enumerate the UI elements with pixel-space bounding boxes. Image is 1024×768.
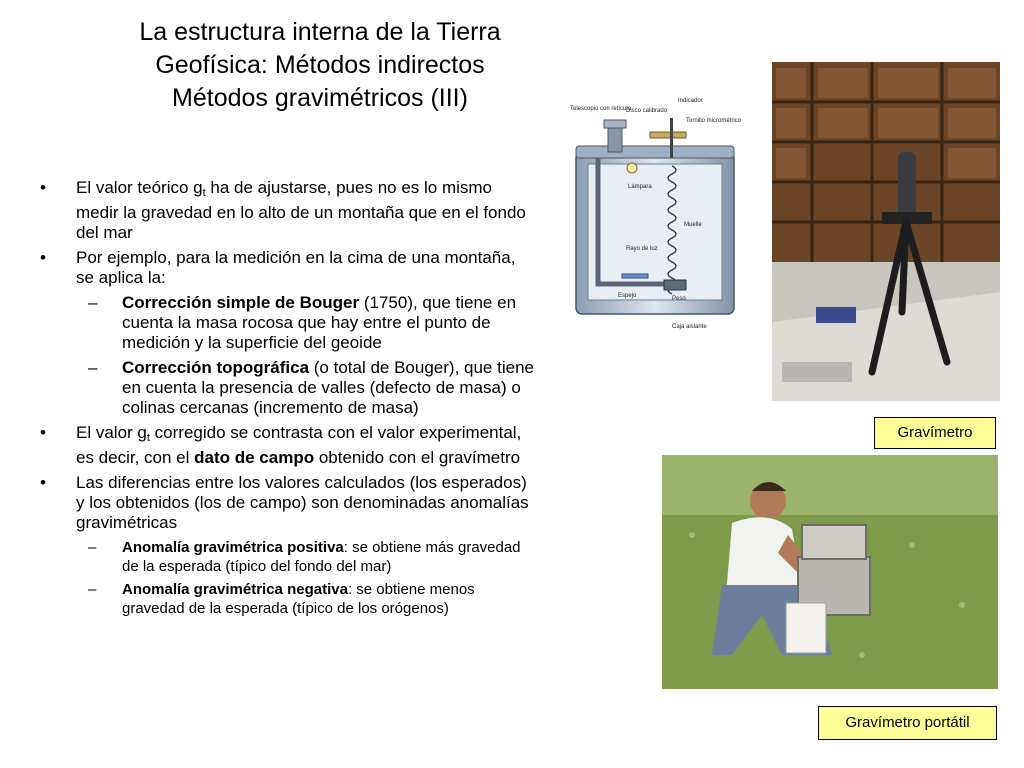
gravimeter-diagram [568,94,748,342]
label-muelle: Muelle [684,222,702,228]
dash-mark: – [88,358,98,377]
bullet-mark: • [40,248,46,267]
subbullet-negative-anomaly: – Anomalía gravimétrica negativa: se obtiene menos gravedad de la esperada (típico de los orógenos) [88,581,475,617]
title-line-3: Métodos gravimétricos (III) [172,84,468,112]
label-rayo: Rayo de luz [626,246,658,252]
portable-gravimeter-field-photo [662,455,998,689]
slide-title [60,16,580,115]
label-espejo: Espejo [618,293,637,299]
subbullet-bouger-correction: – Corrección simple de Bouger (1750), que tiene en cuenta la masa rocosa que hay entre el punto de medición y la superficie del geoide [88,293,517,352]
dash-mark: – [88,539,97,556]
caption-gravimetro-portatil: Gravímetro portátil [818,706,997,740]
bullet-mark: • [40,178,46,197]
bullet-mark: • [40,473,46,492]
gravimeter-library-photo [772,62,1000,401]
label-lampara: Lámpara [628,184,652,190]
bullet-anomalies: • Las diferencias entre los valores calculados (los esperados) y los obtenidos (los de campo) son denominadas anomalías gravimétricas [40,473,529,532]
bullet-theoretical-value: • El valor teórico $g_t$ ha de ajustarse, pues no es lo mismo medir la gravedad en lo alto de un montaña que en el fondo del mar [40,178,526,242]
dash-mark: – [88,293,98,312]
label-tornillo: Tornillo micrométrico [686,118,742,124]
bullet-field-data: • El valor $g_t$ corregido se contrasta con el valor experimental, es decir, con el dato de campo obtenido con el gravímetro [40,423,522,467]
label-caja: Caja aislante [672,324,707,330]
label-indicador: Indicador [678,98,703,104]
label-disco: Disco calibrado [626,108,668,114]
label-telescopio: Telescopio con retículo [570,106,632,112]
subbullet-positive-anomaly: – Anomalía gravimétrica positiva: se obtiene más gravedad de la esperada (típico del fondo del mar) [88,539,521,575]
caption-gravimetro: Gravímetro [874,417,996,449]
title-line-1: La estructura interna de la Tierra [139,18,501,46]
bullet-mountain-example: • Por ejemplo, para la medición en la cima de una montaña, se aplica la: [40,248,516,287]
bullet-mark: • [40,423,46,442]
dash-mark: – [88,581,97,598]
subbullet-topographic-correction: – Corrección topográfica (o total de Bouger), que tiene en cuenta la presencia de valles (defecto de masa) o colinas cercanas (incremento de masa) [88,358,534,417]
title-line-2: Geofísica: Métodos indirectos [155,51,485,79]
bullet-list [36,178,536,622]
label-peso: Peso [672,296,686,302]
